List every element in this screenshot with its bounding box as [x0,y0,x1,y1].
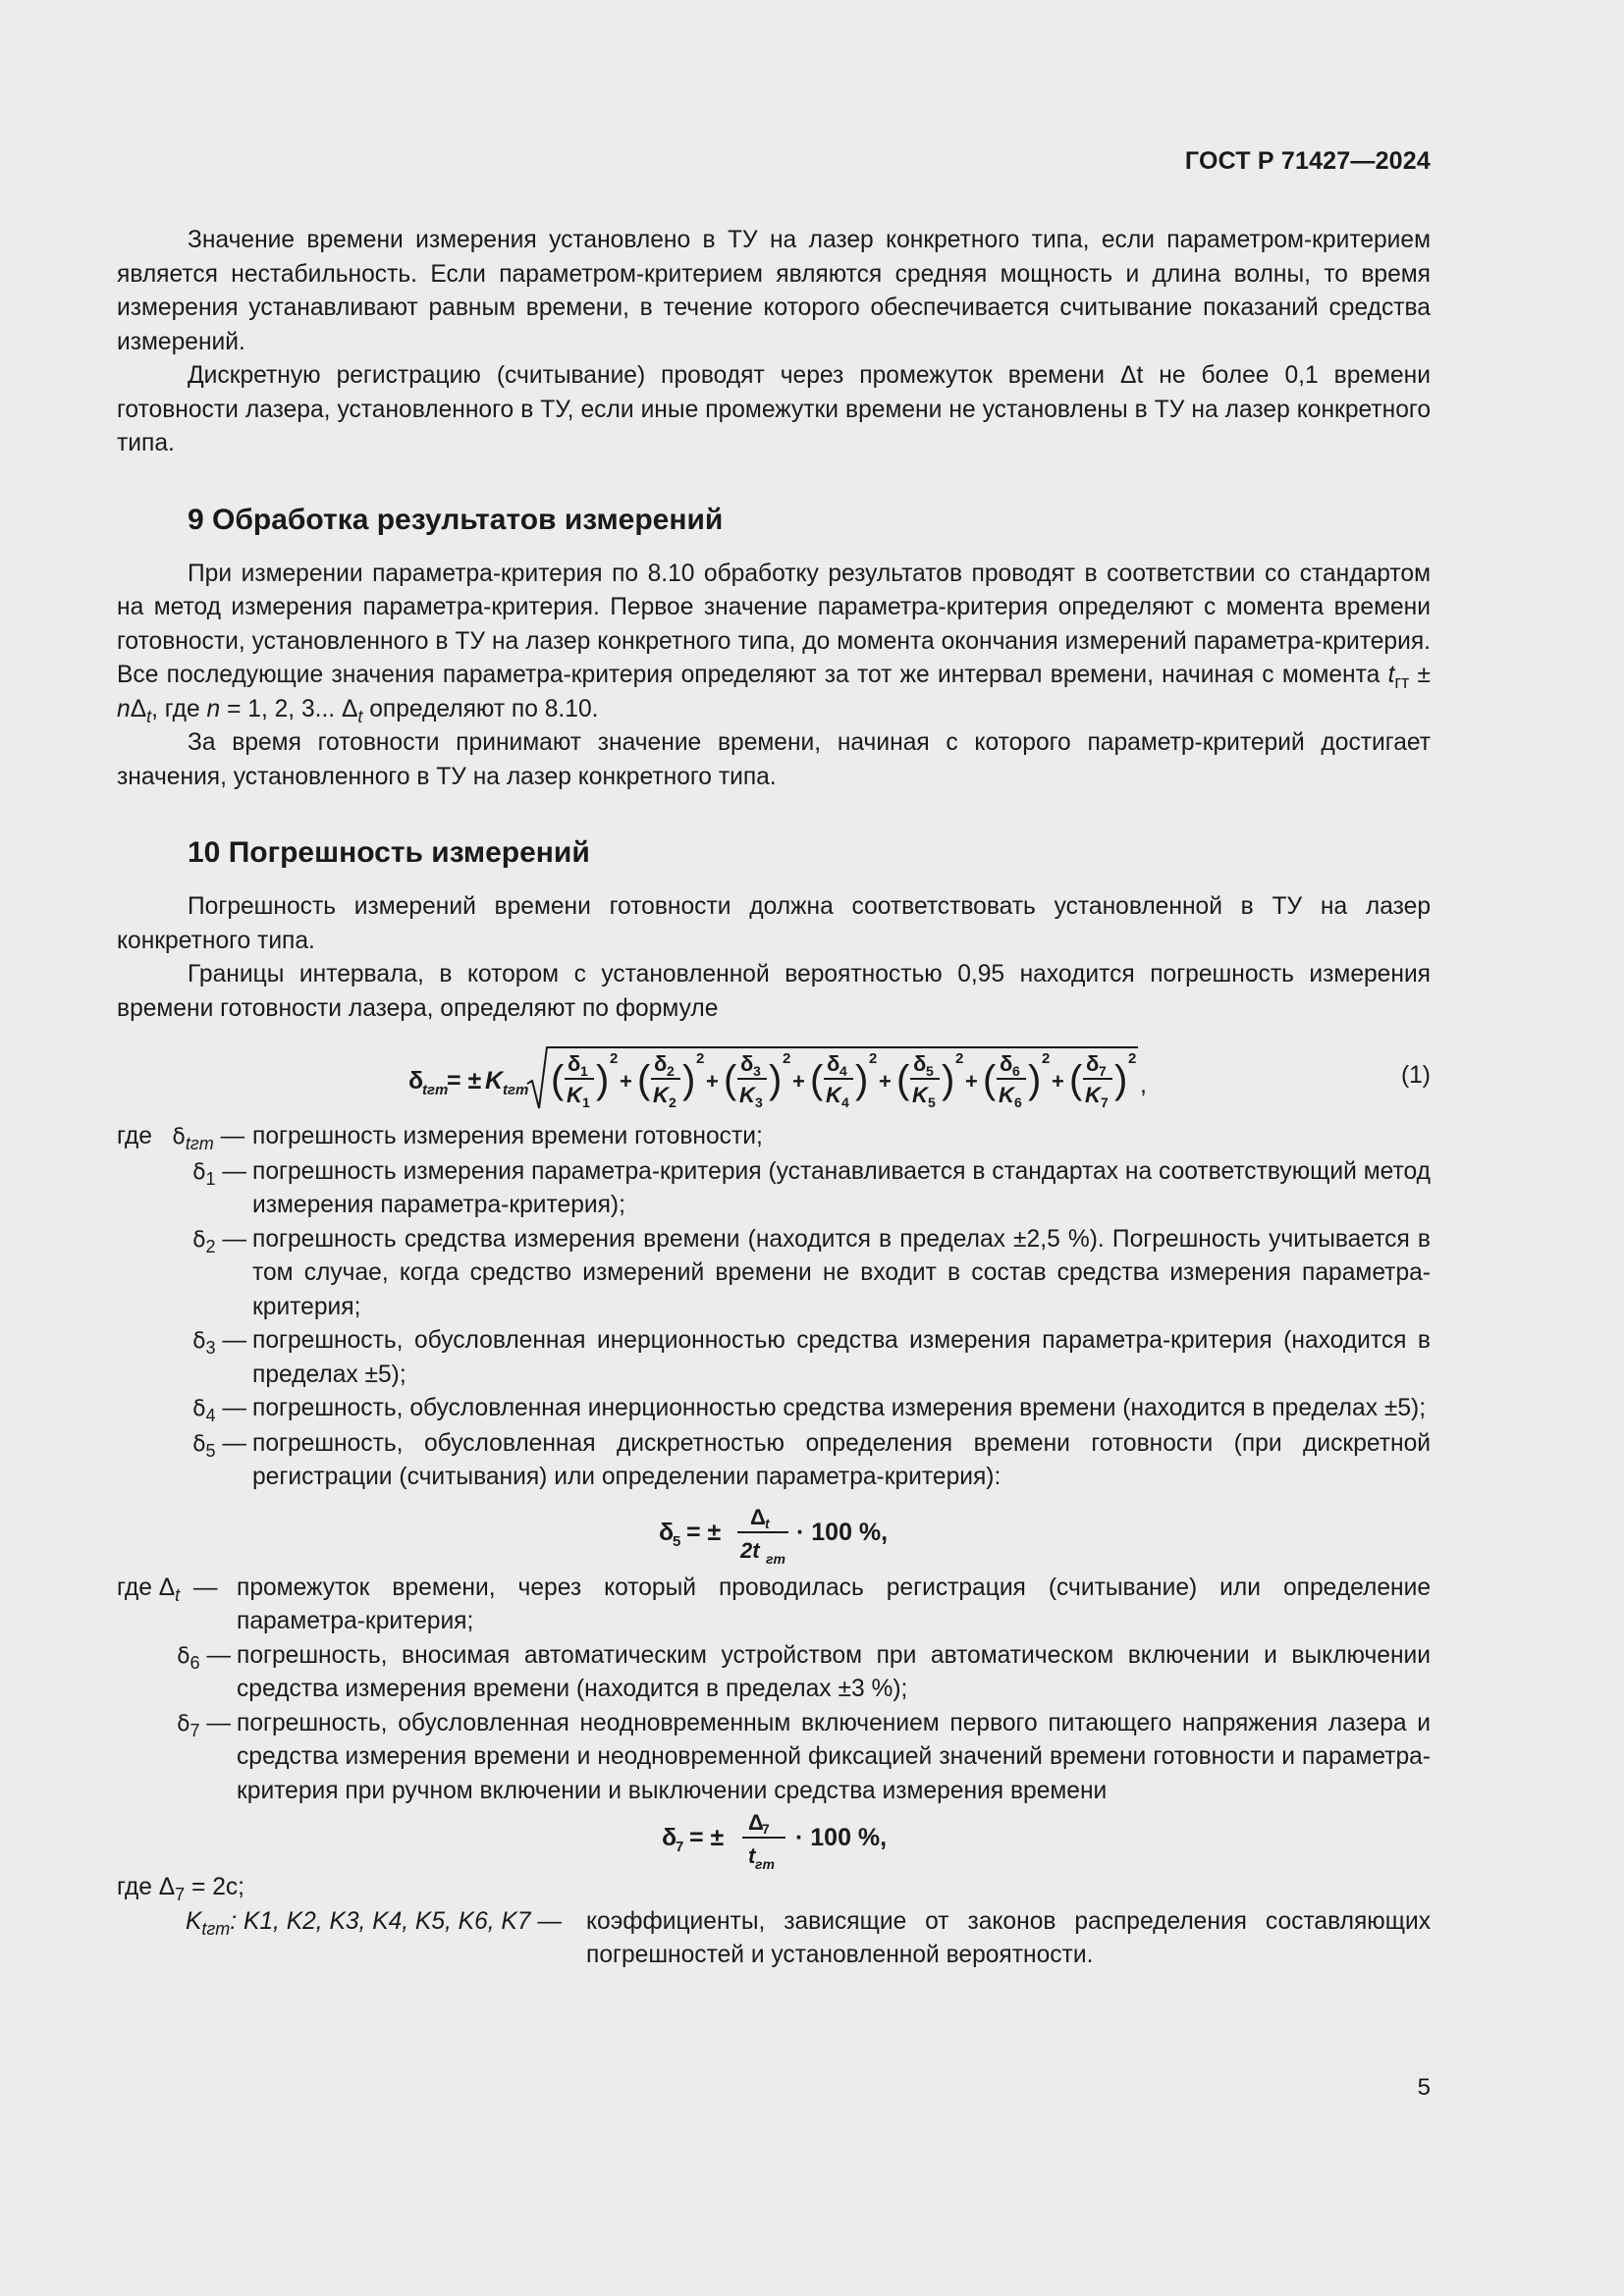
definition-text: погрешность, обусловленная неодновременным включением первого питающего напряжения лазера и средства измерения времени и неодновременной фиксацией значений времени готовности и параметра-критерия при ручном включении и выключении средства измерения времени [237,1709,1431,1804]
paren-left: ( [810,1058,824,1101]
section-10-title: 10 Погрешность измерений [188,836,590,869]
paren-right: ) [682,1058,696,1101]
paren-right: ) [1028,1058,1042,1101]
formula-delta5 [117,1495,1431,1572]
term-num-7: δ [1086,1051,1100,1076]
formula-terms [551,1050,1136,1110]
paren-left: ( [983,1058,997,1101]
term-power-1: 2 [610,1050,619,1067]
formula-1-graphic [117,1040,1431,1118]
definition-text: погрешность, обусловленная дискретностью определения времени готовности (при дискретной регистрации (считывания) или определении параметра-критерия): [252,1429,1431,1490]
paren-left: ( [637,1058,651,1101]
definition-text: погрешность, вносимая автоматическим устройством при автоматическом включении и выключении средства измерения времени (находится в пределах ±3 %); [237,1641,1431,1702]
definition-text: погрешность, обусловленная инерционностью средства измерения параметра-критерия (находится в пределах ±5); [252,1327,1431,1388]
paren-left: ( [896,1058,910,1101]
f2-num: Δ [750,1504,766,1529]
term-num-sub-7: 7 [1099,1063,1107,1079]
term-den-3: K [739,1083,755,1107]
paragraph: Значение времени измерения установлено в ТУ на лазер конкретного типа, если параметром-критерием является нестабильность. Если параметром-критерием являются средняя мощность и длина волны, то время измерения устанавливают равным времени, в течение которого обеспечивается считывание показаний средства измерений. [117,227,1431,355]
term-num-sub-2: 2 [667,1063,675,1079]
f3-den: t [748,1843,756,1868]
f3-num: Δ [748,1810,764,1835]
paren-right: ) [769,1058,783,1101]
term-den-sub-6: 6 [1014,1095,1022,1110]
definition-item: $\delta_3$ — погрешность, обусловленная инерционностью средства измерения параметра-критерия (находится в пределах ±5); [117,1324,1431,1392]
term-plus: + [620,1069,632,1094]
term-power-5: 2 [955,1050,964,1067]
f3-lhs-sub: 7 [676,1839,684,1855]
term-num-sub-3: 3 [753,1063,761,1079]
f2-lhs-sub: 5 [673,1532,681,1550]
f3-den-sub: гт [755,1856,775,1871]
section-9-title: 9 Обработка результатов измерений [188,503,724,536]
definition-item: где $\Delta_t$ — промежуток времени, через который проводилась регистрация (считывание) или определение параметра-критерия; [117,1572,1431,1639]
formula-lhs: δ [408,1067,424,1095]
paren-right: ) [855,1058,869,1101]
term-den-sub-7: 7 [1101,1095,1109,1110]
term-plus: + [706,1069,719,1094]
term-num-sub-6: 6 [1012,1063,1020,1079]
term-power-7: 2 [1128,1050,1137,1067]
definition-text: промежуток времени, через который проводилась регистрация (считывание) или определение параметра-критерия; [237,1574,1431,1634]
f2-tail: · 100 %, [796,1518,889,1546]
f3-tail: · 100 %, [795,1824,888,1851]
coefficients-text: коэффициенты, зависящие от законов распределения составляющих погрешностей и установленной вероятности. [586,1907,1431,1968]
formula-comma: , [1140,1071,1147,1098]
definition-item: $\delta_4$ — погрешность, обусловленная инерционностью средства измерения времени (находится в пределах ±5); [117,1392,1431,1427]
coefficients-definition: $K_{tгт}$: K1, K2, K3, K4, K5, K6, K7 — коэффициенты, зависящие от законов распределения составляющих погрешностей и установленной вероятности. [117,1905,1431,1973]
term-den-sub-2: 2 [669,1095,677,1110]
term-num-3: δ [740,1051,754,1076]
definition-item: $\delta_1$ — погрешность измерения параметра-критерия (устанавливается в стандартах на соответствующий метод измерения параметра-критерия); [117,1155,1431,1223]
term-plus: + [879,1069,892,1094]
term-den-6: K [999,1083,1014,1107]
term-num-5: δ [913,1051,927,1076]
term-den-sub-1: 1 [582,1095,590,1110]
formula-delta7-graphic [117,1808,1431,1871]
coef-list: : K1, K2, K3, K4, K5, K6, K7 [230,1907,531,1935]
f2-eq: = ± [686,1518,722,1546]
term-plus: + [965,1069,978,1094]
f3-lhs: δ [662,1824,677,1851]
term-num-6: δ [1000,1051,1013,1076]
paragraph: За время готовности принимают значение времени, начиная с которого параметр-критерий достигает значения, установленного в ТУ на лазер конкретного типа. [117,729,1431,790]
paren-right: ) [596,1058,610,1101]
term-num-sub-5: 5 [926,1063,934,1079]
definition-text: погрешность измерения параметра-критерия (устанавливается в стандартах на соответствующий метод измерения параметра-критерия); [252,1157,1431,1218]
coef-symbol: K [186,1907,202,1935]
definition-item: $\delta_2$ — погрешность средства измерения времени (находится в пределах ±2,5 %). Погрешность учитывается в том случае, когда средство измерений времени не входит в состав средства измерения параметра-критерия; [117,1223,1431,1325]
where-label: где [117,1123,152,1149]
page-number: 5 [1417,2074,1431,2101]
formula-delta5-graphic [117,1495,1431,1572]
definition-text: погрешность измерения времени готовности; [252,1123,763,1149]
formula-k: K [485,1067,504,1095]
term-plus: + [1052,1069,1064,1094]
term-den-1: K [567,1083,582,1107]
f2-num-sub: t [765,1515,770,1531]
definition-text: погрешность средства измерения времени (находится в пределах ±2,5 %). Погрешность учитывается в том случае, когда средство измерений времени не входит в состав средства измерения параметра-критерия; [252,1225,1431,1320]
definition-item: $\delta_5$ — погрешность, обусловленная дискретностью определения времени готовности (при дискретной регистрации (считывания) или определении параметра-критерия): [117,1427,1431,1495]
paren-left: ( [1069,1058,1083,1101]
f3-num-sub: 7 [762,1821,770,1837]
term-power-2: 2 [696,1050,705,1067]
term-num-sub-4: 4 [839,1063,847,1079]
standard-designation: ГОСТ Р 71427—2024 [1184,147,1431,175]
definition-text: погрешность, обусловленная инерционностью средства измерения времени (находится в пределах ±5); [252,1395,1427,1421]
term-power-3: 2 [783,1050,791,1067]
paragraph: При измерении параметра-критерия по 8.10 обработку результатов проводят в соответствии со стандартом на метод измерения параметра-критерия. Первое значение параметра-критерия определяют с момента времени готовности, установленного в ТУ на лазер конкретного типа, до момента окончания измерений параметра-критерия. Все последующие значения параметра-критерия определяют за тот же интервал времени, начиная с момента $t_{гт} \pm n\Delta_t$, где n = 1, 2, 3... $\Delta_t$ определяют по 8.10. [117,560,1431,726]
term-den-2: K [653,1083,669,1107]
f2-lhs: δ [659,1518,675,1546]
definitions-list [117,1120,1431,1495]
f2-den: 2t [740,1537,760,1563]
equation-number: (1) [1400,1062,1431,1089]
f3-eq: = ± [689,1824,725,1851]
term-plus: + [792,1069,805,1094]
term-den-4: K [826,1083,841,1107]
term-den-7: K [1085,1083,1101,1107]
f2-den-sub: гт [766,1550,785,1567]
definition-item: где $\delta_{tгт}$ — погрешность измерения времени готовности; [117,1120,1431,1155]
term-num-2: δ [654,1051,668,1076]
formula-lhs-sub: tгт [422,1082,449,1098]
paragraph: Дискретную регистрацию (считывание) проводят через промежуток времени Δt не более 0,1 времени готовности лазера, установленного в ТУ, если иные промежутки времени не установлены в ТУ на лазер конкретного типа. [117,362,1431,456]
term-power-4: 2 [869,1050,878,1067]
paren-left: ( [551,1058,565,1101]
term-num-4: δ [827,1051,840,1076]
paren-right: ) [942,1058,955,1101]
term-num-sub-1: 1 [580,1063,588,1079]
definition-item: $\delta_7$ — погрешность, обусловленная неодновременным включением первого питающего напряжения лазера и средства измерения времени и неодновременной фиксацией значений времени готовности и параметра-критерия при ручном включении и выключении средства измерения времени [117,1707,1431,1809]
symbol-sub: tгт [185,1133,214,1153]
formula-eq: = ± [447,1067,482,1095]
term-den-sub-5: 5 [928,1095,936,1110]
term-num-1: δ [568,1051,581,1076]
paren-right: ) [1114,1058,1128,1101]
definition-item: $\delta_6$ — погрешность, вносимая автоматическим устройством при автоматическом включении и выключении средства измерения времени (находится в пределах ±3 %); [117,1639,1431,1707]
paren-left: ( [724,1058,737,1101]
symbol: δ [172,1125,186,1149]
paragraph: Границы интервала, в котором с установленной вероятностью 0,95 находится погрешность измерения времени готовности лазера, определяют по формуле [117,961,1431,1022]
formula-k-sub: tгт [503,1082,529,1098]
term-den-sub-4: 4 [841,1095,849,1110]
formula-delta7 [117,1808,1431,1871]
term-den-sub-3: 3 [755,1095,763,1110]
where-delta7: где $\Delta_7 = 2с$; [117,1874,245,1904]
definitions-list-2 [117,1572,1431,1809]
page-content [117,224,1431,1973]
term-den-5: K [912,1083,928,1107]
formula-1 [117,1040,1431,1118]
term-power-6: 2 [1042,1050,1051,1067]
paragraph: Погрешность измерений времени готовности должна соответствовать установленной в ТУ на лазер конкретного типа. [117,893,1431,954]
